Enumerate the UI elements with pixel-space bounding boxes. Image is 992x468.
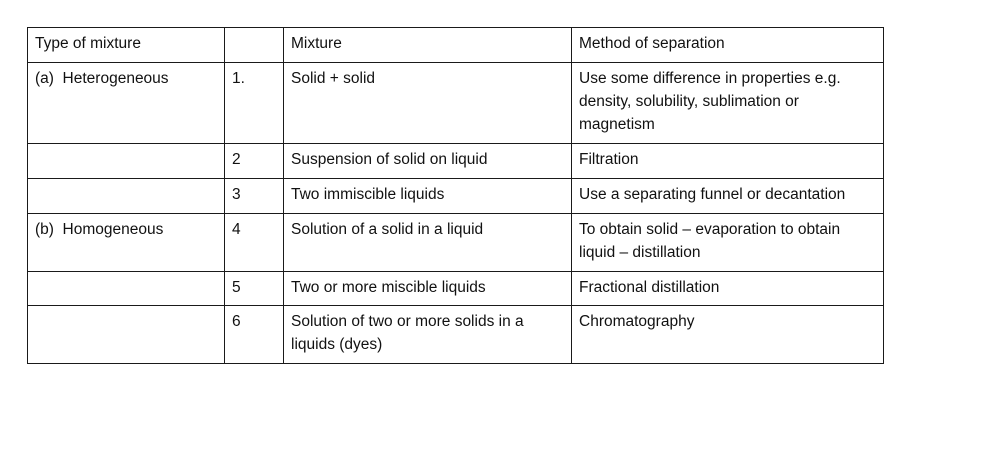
header-method-of-separation: Method of separation <box>572 28 884 63</box>
row-type: (b) Homogeneous <box>28 213 225 271</box>
row-number: 3 <box>225 178 284 213</box>
row-type: (a) Heterogeneous <box>28 62 225 143</box>
row-type <box>28 143 225 178</box>
row-number: 2 <box>225 143 284 178</box>
row-type <box>28 178 225 213</box>
row-method: Fractional distillation <box>572 271 884 306</box>
row-method: Chromatography <box>572 306 884 364</box>
row-number: 1. <box>225 62 284 143</box>
row-method: To obtain solid – evaporation to obtain liquid – distillation <box>572 213 884 271</box>
row-number: 5 <box>225 271 284 306</box>
row-method: Filtration <box>572 143 884 178</box>
header-type-of-mixture: Type of mixture <box>28 28 225 63</box>
row-number: 6 <box>225 306 284 364</box>
header-number <box>225 28 284 63</box>
row-mixture: Solid + solid <box>284 62 572 143</box>
row-type <box>28 306 225 364</box>
row-mixture: Two immiscible liquids <box>284 178 572 213</box>
row-number: 4 <box>225 213 284 271</box>
table-row <box>28 306 884 364</box>
row-type <box>28 271 225 306</box>
row-method: Use some difference in properties e.g. density, solubility, sublimation or magnetism <box>572 62 884 143</box>
table-row <box>28 271 884 306</box>
row-mixture: Two or more miscible liquids <box>284 271 572 306</box>
row-mixture: Solution of two or more solids in a liquids (dyes) <box>284 306 572 364</box>
header-mixture: Mixture <box>284 28 572 63</box>
table-row <box>28 178 884 213</box>
row-mixture: Solution of a solid in a liquid <box>284 213 572 271</box>
row-mixture: Suspension of solid on liquid <box>284 143 572 178</box>
row-method: Use a separating funnel or decantation <box>572 178 884 213</box>
table-row <box>28 62 884 143</box>
mixture-separation-table <box>27 27 884 364</box>
table-row <box>28 213 884 271</box>
table-header-row <box>28 28 884 63</box>
table-row <box>28 143 884 178</box>
